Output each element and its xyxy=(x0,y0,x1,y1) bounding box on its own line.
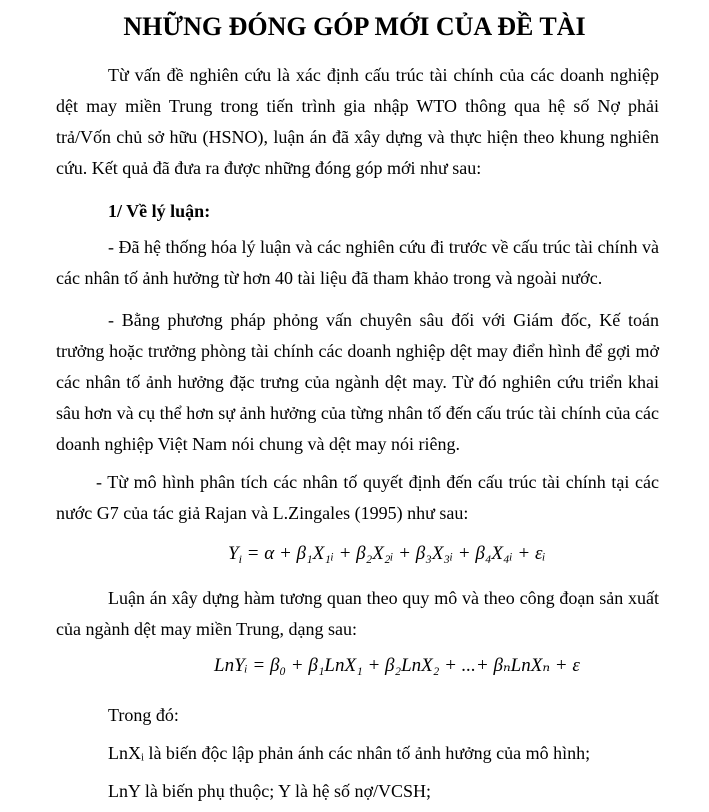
section-heading: 1/ Về lý luận: xyxy=(108,201,211,221)
intro-line-4: cứu. Kết quả đã đưa ra được những đóng góp mới như sau: xyxy=(56,158,482,178)
document-title: NHỮNG ĐÓNG GÓP MỚI CỦA ĐỀ TÀI xyxy=(123,12,586,41)
bullet1-line-1: - Đã hệ thống hóa lý luận và các nghiên cứu đi trước về cấu trúc tài chính và xyxy=(108,237,659,257)
bullet2-line-1: - Bằng phương pháp phỏng vấn chuyên sâu đối với Giám đốc, Kế toán xyxy=(108,310,659,330)
definition-lny: LnY là biến phụ thuộc; Y là hệ số nợ/VCSH; xyxy=(108,781,431,801)
formula1-lhs-subscript: i xyxy=(238,552,242,566)
bullet3-line-2: nước G7 của tác giả Rajan và L.Zingales (1995) như sau: xyxy=(56,503,469,523)
bullet2-line-2: trưởng hoặc trưởng phòng tài chính các doanh nghiệp dệt may điển hình để gợi mở xyxy=(56,341,659,361)
bullet3-line-1: - Từ mô hình phân tích các nhân tố quyết định đến cấu trúc tài chính tại các xyxy=(96,472,659,492)
log-regression-formula: LnYᵢ = β₀ + β₁LnX₁ + β₂LnX₂ + ...+ βₙLnXₙ + ε xyxy=(214,655,580,676)
model-text-line-1: Luận án xây dựng hàm tương quan theo quy mô và theo công đoạn sản xuất xyxy=(108,588,659,608)
definition-lnxi: LnXᵢ là biến độc lập phản ánh các nhân tố ảnh hưởng của mô hình; xyxy=(108,743,591,763)
bullet2-line-4: sâu hơn và cụ thể hơn sự ảnh hưởng của từng nhân tố đến cấu trúc tài chính của các xyxy=(56,403,659,423)
bullet2-line-3: các nhân tố ảnh hưởng đặc trưng của ngành dệt may. Từ đó nghiên cứu triển khai xyxy=(56,372,659,392)
bullet2-line-5: doanh nghiệp Việt Nam nói chung và dệt may nói riêng. xyxy=(56,434,460,454)
bullet1-line-2: các nhân tố ảnh hưởng từ hơn 40 tài liệu đã tham khảo trong và ngoài nước. xyxy=(56,268,603,288)
intro-line-2: dệt may miền Trung trong tiến trình gia nhập WTO thông qua hệ số Nợ phải xyxy=(56,96,659,116)
regression-formula-rajan-zingales xyxy=(228,541,545,567)
intro-line-3: trả/Vốn chủ sở hữu (HSNO), luận án đã xây dựng và thực hiện theo khung nghiên xyxy=(56,127,659,147)
where-label: Trong đó: xyxy=(108,705,179,725)
formula1-rhs: = α + β₁X₁ᵢ + β₂X₂ᵢ + β₃X₃ᵢ + β₄X₄ᵢ + εᵢ xyxy=(246,543,546,564)
intro-line-1: Từ vấn đề nghiên cứu là xác định cấu trúc tài chính của các doanh nghiệp xyxy=(108,65,659,85)
model-text-line-2: của ngành dệt may miền Trung, dạng sau: xyxy=(56,619,357,639)
formula1-lhs: Y xyxy=(228,543,239,564)
